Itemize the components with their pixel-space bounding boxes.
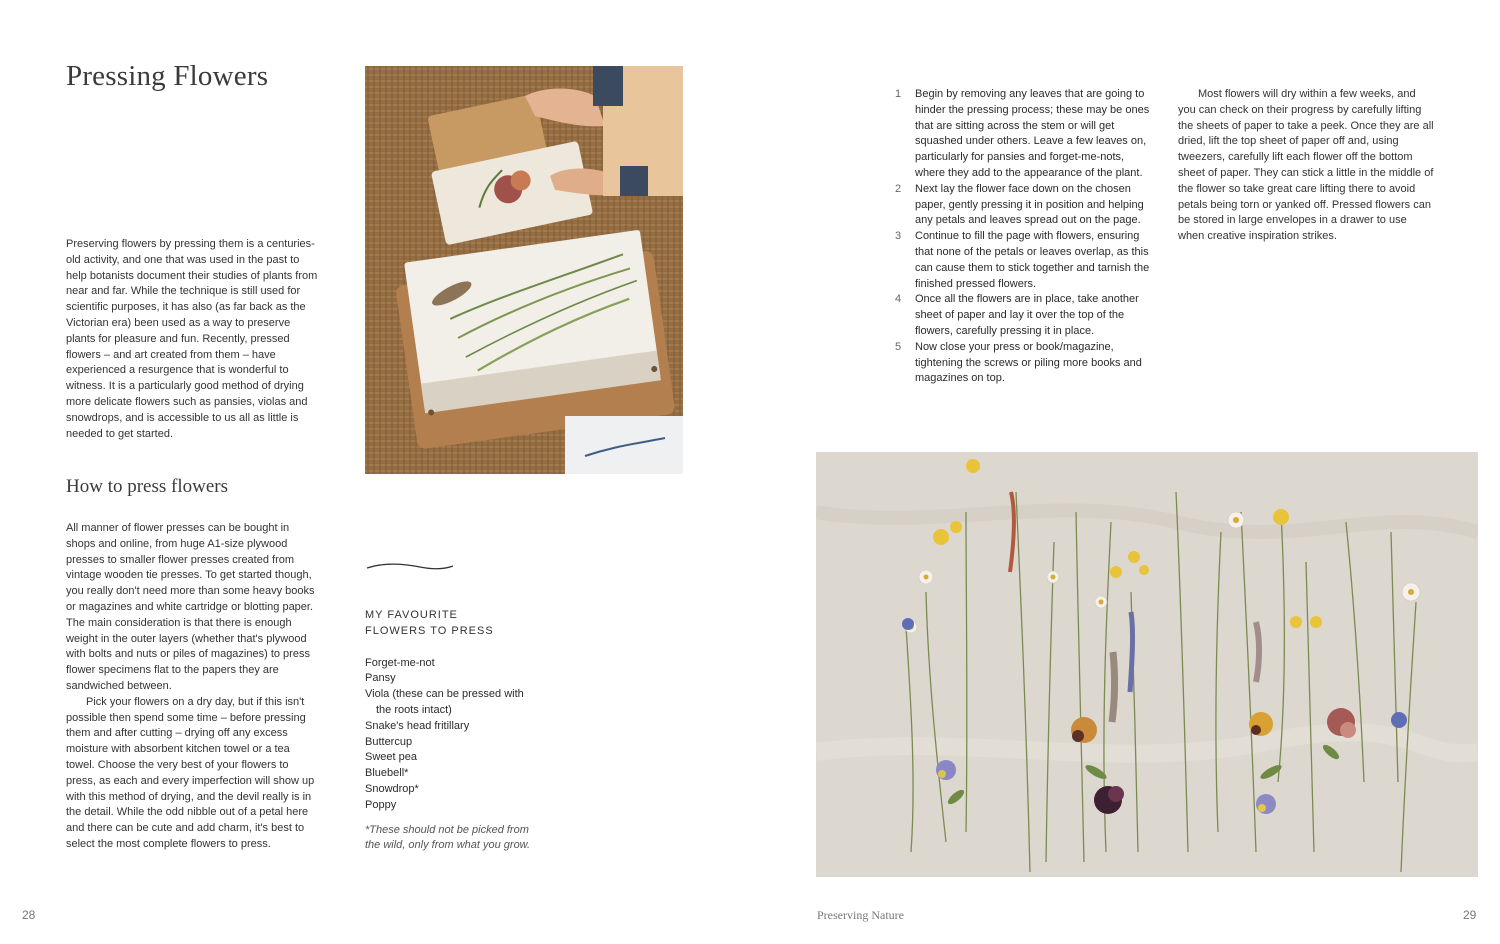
step-number: 4: [895, 293, 902, 306]
how-to-body: [66, 521, 320, 853]
intro-paragraph: [66, 237, 318, 442]
step-number: 2: [895, 182, 902, 195]
intro-text: Preserving flowers by pressing them is a centuries-old activity, and one that was used in the past to help botanists document their studies of plants from near and far. While the technique is still used for scientific purposes, it has also (as far back as the Victorian era) been used as a way to preserve plants for pleasure and fun. Recently, pressed flowers – and art created from them – have experienced a resurgence that is wonderful to witness. It is a particularly good method of drying more delicate flowers such as pansies, violas and snowdrops, and is accessible to us all as little is needed to get started.: [66, 238, 318, 440]
section-subtitle: How to press flowers: [66, 476, 229, 497]
step-text: Once all the flowers are in place, take another sheet of paper and lay it over the top of the flowers, carefully pressing it in place.: [915, 293, 1139, 337]
list-item: Pansy: [365, 672, 396, 685]
steps-column: [895, 87, 1153, 387]
favourite-heading-line-2: FLOWERS TO PRESS: [365, 624, 494, 637]
running-head: Preserving Nature: [817, 908, 904, 922]
favourite-flowers-box: [365, 608, 545, 854]
list-item: Snake's head fritillary: [365, 719, 470, 732]
step-text: Begin by removing any leaves that are going to hinder the pressing process; these may be ones that are sitting across the stem or will get squashed under others. Leave a few leaves on, particularly for pansies and forget-me-nots, where they add to the appearance of the plant.: [915, 88, 1150, 179]
list-item: Bluebell*: [365, 767, 409, 780]
list-item-continuation: [365, 703, 545, 719]
list-item: Viola (these can be pressed with: [365, 688, 524, 701]
page-title: Pressing Flowers: [66, 60, 269, 92]
closing-column: [1178, 87, 1434, 245]
step-number: 1: [895, 88, 902, 100]
list-item: Poppy: [365, 798, 397, 811]
list-item: Forget-me-not: [365, 656, 435, 669]
list-item: Buttercup: [365, 735, 413, 748]
flower-press-illustration: [365, 66, 683, 474]
list-item-continuation-text: the roots intact): [376, 703, 452, 716]
step-text: Next lay the flower face down on the chosen paper, gently pressing it in position and helping any petals and leaves spread out on the page.: [915, 182, 1144, 227]
closing-paragraph: Most flowers will dry within a few weeks, and you can check on their progress by carefully lifting the sheets of paper to take a peek. Once they are all dried, lift the top sheet of paper off and, using tweezers, carefully lift each flower off the bottom sheet of paper. They can stick a little in the middle of the flower so take great care lifting there to avoid petals being torn or yanked off. Pressed flowers can be stored in large envelopes in a drawer to use when creative inspiration strikes.: [1178, 88, 1434, 243]
step-item: [895, 87, 1153, 182]
pressed-flowers-photo: [816, 452, 1478, 877]
squiggle-divider: [365, 560, 455, 574]
favourite-heading-line-1: MY FAVOURITE: [365, 609, 458, 621]
step-text: Continue to fill the page with flowers, ensuring that none of the petals or leaves overlap, as this can cause them to stick together and tarnish the finished pressed flowers.: [915, 230, 1150, 290]
page-number-left: 28: [22, 908, 36, 922]
list-item: Sweet pea: [365, 751, 417, 764]
step-item: [895, 292, 1153, 339]
step-item: [895, 340, 1153, 387]
step-number: 5: [895, 340, 902, 353]
step-text: Now close your press or book/magazine, tightening the screws or piling more books and magazines on top.: [915, 340, 1142, 385]
step-item: [895, 182, 1153, 229]
flower-press-photo: [365, 66, 683, 474]
page-number-right: 29: [1463, 908, 1477, 922]
how-to-paragraph-2: Pick your flowers on a dry day, but if this isn't possible then spend some time – before pressing them and after cutting – drying off any excess moisture with absorbent kitchen towel or a tea towel. Choose the very best of your flowers to press, as each and every imperfection will show up with this method of drying, and the devil really is in the detail. While the odd nibble out of a petal here and there can be cute and add charm, it's best to select the most complete flowers to press.: [66, 695, 315, 850]
how-to-paragraph-1: All manner of flower presses can be bought in shops and online, from huge A1-size plywood presses to smaller flower presses created from vintage wooden tie presses. To get started though, you really don't need more than some heavy books or magazines and white cartridge or blotting paper. The main consideration is that there is enough weight in the outer layers (whether that's plywood with bolts and nuts or piles of magazines) to press flower specimens flat to the papers they are sandwiched between.: [66, 522, 315, 692]
steps-list: [895, 87, 1153, 387]
footnote: *These should not be picked from the wild, only from what you grow.: [365, 823, 531, 852]
list-item: Snowdrop*: [365, 782, 419, 795]
pressed-flowers-illustration: [816, 452, 1478, 877]
step-item: [895, 229, 1153, 292]
favourite-flowers-list: [365, 656, 545, 814]
step-number: 3: [895, 230, 902, 243]
